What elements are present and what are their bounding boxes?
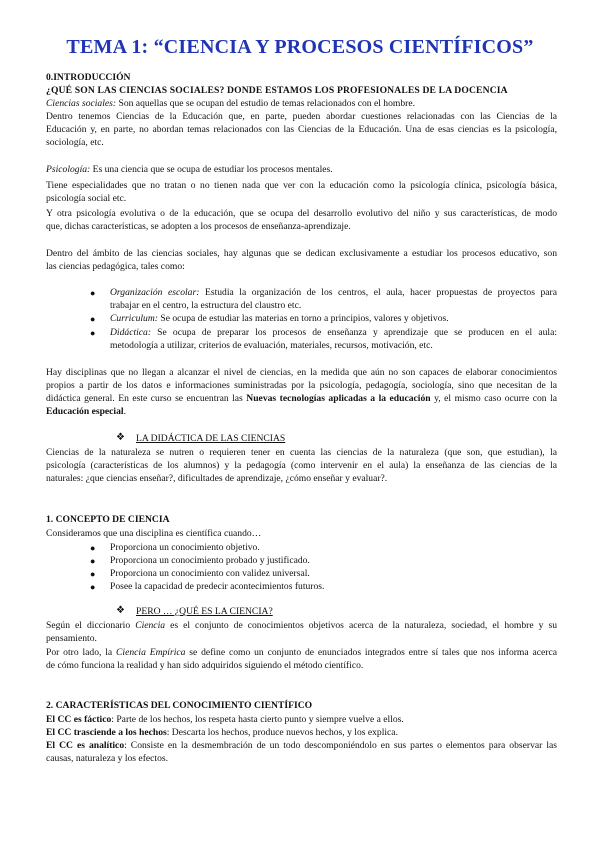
text-span-italic: Ciencia Empírica [116, 647, 186, 658]
paragraph-line: naturales: ¿que ciencias enseñar?, dificultades de aprendizaje, ¿cómo enseñar y evaluar?. [46, 473, 388, 484]
paragraph-line: psicología social etc. [46, 193, 127, 204]
text-span: es el conjunto de conocimientos objetivos acerca de la naturaleza, sociedad, el hombre y su [170, 620, 558, 631]
section-0-heading: 0.INTRODUCCIÓN [46, 72, 131, 83]
bullet-term: Didáctica: [110, 327, 152, 338]
paragraph-line: propios a partir de los datos e informaciones suministradas por la psicología, pedagogía, sociología, sino que necesitan de la [46, 380, 557, 391]
list-item: Proporciona un conocimiento probado y justificado. [110, 555, 310, 566]
text-span-italic: Ciencia [135, 620, 166, 631]
paragraph-line: psicología (características de los alumnos) y la pedagogía (como intervenir en el aula) la enseñanza de las ciencias de la [46, 460, 557, 471]
list-item-continuation: metodología a utilizar, criterios de evaluación, materiales, recursos, motivación, etc. [110, 340, 433, 351]
list-item [110, 327, 557, 339]
list-item: Proporciona un conocimiento con validez universal. [110, 568, 310, 579]
text-span: y, el mismo caso ocurre con la [434, 393, 557, 404]
paragraph-line: Dentro tenemos Ciencias de la Educación que, en parte, pueden abordar cuestiones relacionadas con las Ciencias de la [46, 111, 557, 122]
characteristic-item [46, 727, 398, 739]
bullet-text: Se ocupa de preparar los procesos de enseñanza y aprendizaje que se producen en el aula: [157, 327, 557, 338]
bullet-text: Se ocupa de estudiar las materias en torno a principios, valores y objetivos. [160, 313, 449, 324]
bullet-dot-icon: ● [90, 328, 96, 338]
characteristic-item [46, 714, 404, 726]
subsection-heading: LA DIDÁCTICA DE LAS CIENCIAS [136, 433, 286, 444]
ciencias-sociales-term: Ciencias sociales: [46, 98, 117, 109]
subsection-heading: PERO … ¿QUÉ ES LA CIENCIA? [136, 606, 273, 617]
paragraph-line: que, dichas características, se adopten a los procesos de enseñanza-aprendizaje. [46, 221, 351, 232]
list-item: Proporciona un conocimiento objetivo. [110, 542, 260, 553]
list-item [110, 287, 557, 299]
list-item-continuation: trabajar en el centro, la estructura del claustro etc. [110, 300, 302, 311]
text-span: Según el diccionario [46, 620, 131, 631]
bullet-dot-icon: ● [90, 582, 96, 592]
section-0-question: ¿QUÉ SON LAS CIENCIAS SOCIALES? DONDE ESTAMOS LOS PROFESIONALES DE LA DOCENCIA [46, 85, 508, 96]
paragraph-line: Consideramos que una disciplina es científica cuando… [46, 528, 262, 539]
document-title: TEMA 1: “CIENCIA Y PROCESOS CIENTÍFICOS” [66, 36, 534, 58]
characteristic-term: El CC es analítico [46, 740, 125, 751]
paragraph-line: de cómo funciona la realidad y han sido adquiridos siguiendo el método científico. [46, 660, 364, 671]
paragraph-line: Tiene especialidades que no tratan o no tienen nada que ver con la educación como la psicología clínica, psicología básica, [46, 180, 557, 191]
characteristic-term: El CC es fáctico [46, 714, 112, 725]
paragraph-line [46, 620, 557, 632]
ciencias-sociales-text: Son aquellas que se ocupan del estudio de temas relacionados con el hombre. [118, 98, 416, 109]
paragraph-line [46, 393, 557, 405]
psicologia-definition [46, 164, 333, 176]
paragraph-line [46, 647, 557, 659]
bullet-dot-icon: ● [90, 288, 96, 298]
paragraph-line: Y otra psicología evolutiva o de la educación, que se ocupa del desarrollo evolutivo del niño y sus características, de modo [46, 208, 557, 219]
paragraph-line: sociología, etc. [46, 137, 104, 148]
section-2-heading: 2. CARACTERÍSTICAS DEL CONOCIMIENTO CIENTÍFICO [46, 700, 313, 711]
bullet-dot-icon: ● [90, 543, 96, 553]
diamond-bullet-icon: ❖ [116, 605, 125, 616]
paragraph-line: las ciencias pedagógica, tales como: [46, 261, 185, 272]
paragraph-line: Educación y, en parte, no abordan temas relacionados con las Ciencias de la Educación. Una de esas ciencias es la psicología, [46, 124, 557, 135]
psicologia-text: Es una ciencia que se ocupa de estudiar los procesos mentales. [92, 164, 333, 175]
bullet-text: Estudia la organización de los centros, el aula, hacer propuestas de proyectos para [204, 287, 557, 298]
characteristic-text: : Descarta los hechos, produce nuevos hechos, y los explica. [166, 727, 398, 738]
section-1-heading: 1. CONCEPTO DE CIENCIA [46, 514, 170, 525]
characteristic-term: El CC trasciende a los hechos [46, 727, 167, 738]
ciencias-sociales-definition [46, 98, 415, 110]
diamond-bullet-icon: ❖ [116, 432, 125, 443]
bullet-dot-icon: ● [90, 314, 96, 324]
characteristic-item [46, 740, 557, 752]
paragraph-line: Hay disciplinas que no llegan a alcanzar el nivel de ciencias, en la medida que aún no son capaces de elaborar conocimientos [46, 367, 557, 378]
paragraph-line: causas, naturaleza y los efectos. [46, 753, 168, 764]
text-span: . [123, 406, 126, 417]
text-span: Por otro lado, la [46, 647, 113, 658]
paragraph-line: Ciencias de la naturaleza se nutren o requieren tener en cuenta las ciencias de la naturaleza (que son, que estudian), la [46, 447, 557, 458]
bullet-dot-icon: ● [90, 569, 96, 579]
bullet-term: Organización escolar: [110, 287, 200, 298]
text-span-bold: Nuevas tecnologías aplicadas a la educación [246, 393, 431, 404]
characteristic-text: : Consiste en la desmembración de un todo descomponiéndolo en sus partes o elementos para observar las [124, 740, 557, 751]
bullet-dot-icon: ● [90, 556, 96, 566]
bullet-term: Curriculum: [110, 313, 158, 324]
paragraph-line: Dentro del ámbito de las ciencias sociales, hay algunas que se dedican exclusivamente a estudiar los procesos educativo, son [46, 248, 557, 259]
text-span-bold: Educación especial [46, 406, 124, 417]
list-item: Posee la capacidad de predecir acontecimientos futuros. [110, 581, 325, 592]
text-span: didáctica general. En este curso se encuentran las [46, 393, 243, 404]
psicologia-term: Psicología: [46, 164, 91, 175]
paragraph-line: pensamiento. [46, 633, 97, 644]
paragraph-line [46, 406, 126, 418]
characteristic-text: : Parte de los hechos, los respeta hasta cierto punto y siempre vuelve a ellos. [111, 714, 404, 725]
text-span: se define como un conjunto de enunciados integrados entre sí tales que nos informa acerca [189, 647, 557, 658]
list-item [110, 313, 449, 325]
